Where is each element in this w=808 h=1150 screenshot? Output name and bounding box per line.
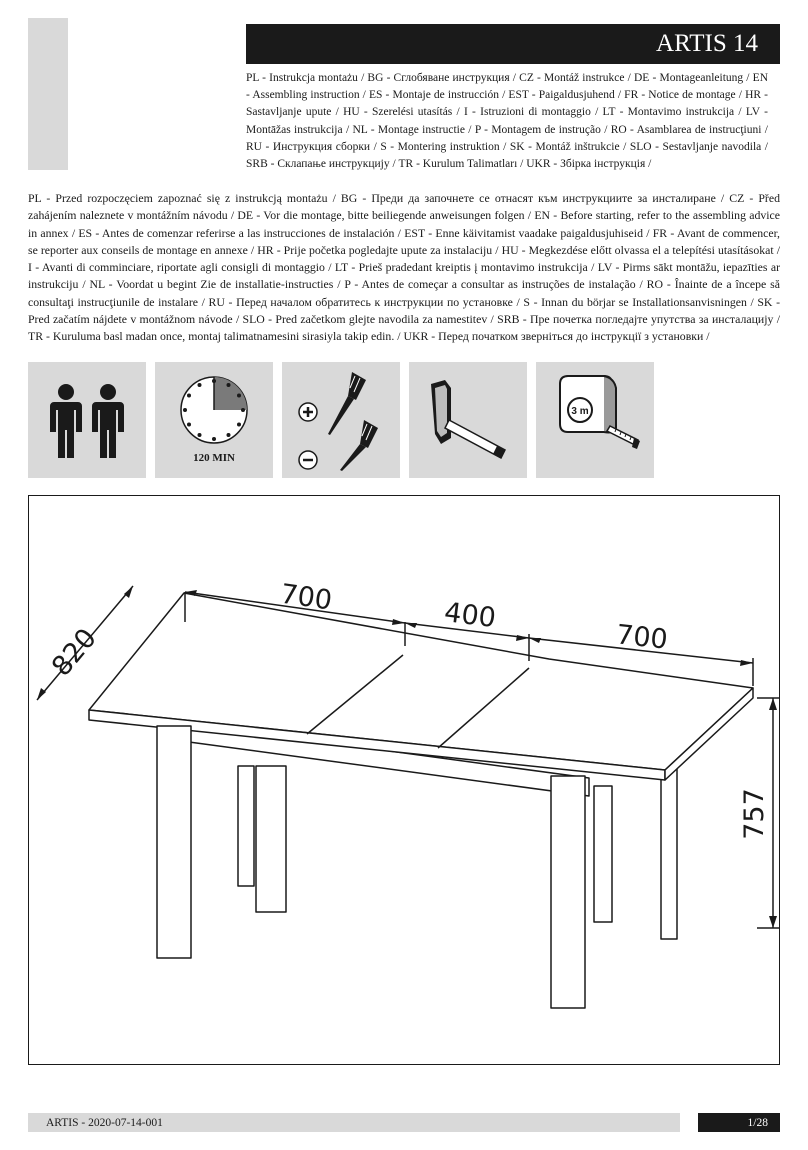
- tool-box-hammer: [409, 362, 527, 478]
- dimension-extension: 400: [442, 597, 498, 635]
- footer-doc-code-bar: [28, 1113, 680, 1132]
- tool-box-screwdrivers: [282, 362, 400, 478]
- tape-measure-icon: [536, 362, 654, 478]
- title-bar: [246, 24, 780, 64]
- corner-gray-block: [28, 18, 68, 170]
- two-persons-icon: [28, 362, 146, 478]
- page-number: 1/28: [747, 1116, 768, 1129]
- extending-table-drawing: [29, 496, 779, 1064]
- before-start-notice: PL - Przed rozpoczęciem zapoznać się z instrukcją montażu / BG - Преди да започнете се отнасят към инструкциите за инсталиране / CZ - Před zahájením naleznete v montážním návodu / DE - Vor die montage, bitte beiliegende anweisungen folgen / EN - Before starting, refer to the assembling advice in annex / ES - Antes de comenzar referirse a las instrucciones de instalación / EST - Enne käivitamist vaadake paigaldusjuhiseid / FR - Avant de commencer, se reporter aux conseils de montage en annexe / HR - Prije početka pogledajte upute za instalaciju / HU - Megkezdése előtt olvassa el a telepítési utasításokat / I - Avanti di comminciare, riportate agli consigli di montaggio / LT - Prieš pradedant kreiptis į montavimo instrukcija / LV - Pirms sākt montāžu, iepazīties ar instrukciju / NL - Voordat u begint Zie de installatie-instructies / P - Antes de começar a consultar as instruções de instalação / RO - Înainte de a începe să consultaţi instrucţiunile de instalare / RU - Перед началом обратитесь к инструкции по установке / S - Innan du börjar se Installationsanvisningen / SK - Pred začatím nájdete v montážnom návode / SLO - Pred začetkom glejte navodila za namestitev / SRB - Пре почетка погледајте упутства за инсталацију / TR - Kuruluma basl madan once, montaj talimatnamesini sirasiyla takip edin. / UKR - Перед початком зверніться до інструкції з установки /: [28, 191, 780, 344]
- dimension-leaf-left: 700: [278, 578, 334, 617]
- tool-box-time: [155, 362, 273, 478]
- document-code: ARTIS - 2020-07-14-001: [46, 1116, 163, 1129]
- product-title: ARTIS 14: [656, 30, 758, 57]
- dimension-leaf-right: 700: [614, 619, 670, 656]
- hammer-icon: [409, 362, 527, 478]
- assembly-time-label: 120 MIN: [193, 452, 235, 464]
- dimension-depth: 820: [46, 622, 103, 683]
- table-drawing-frame: [28, 495, 780, 1065]
- page-number-bar: [698, 1113, 780, 1132]
- dimension-height: 757: [739, 788, 770, 840]
- instruction-languages: PL - Instrukcja montażu / BG - Сглобяване инструкция / CZ - Montáž instrukce / DE - Montageanleitung / EN - Assembling instruction / ES - Montaje de instrucción / EST - Paigaldusjuhend / FR - Notice de montage / HR - Sastavljanje upute / HU - Szerelési utasítás / I - Istruzioni di montaggio / LT - Montavimo instrukcija / LV - Montāžas instrukcija / NL - Montage instructie / P - Montagem de instrução / RO - Asamblarea de instrucţiuni / RU - Инструкция сборки / S - Montering instruktion / SK - Montáž inštrukcie / SLO - Sestavljanje navodila / SRB - Склапање инструкцију / TR - Kurulum Talimatları / UKR - Збірка інструкція /: [246, 72, 768, 171]
- tool-box-tape-measure: [536, 362, 654, 478]
- tool-box-persons: [28, 362, 146, 478]
- screwdrivers-icon: [282, 362, 400, 478]
- tape-length-label: 3 m: [571, 406, 589, 417]
